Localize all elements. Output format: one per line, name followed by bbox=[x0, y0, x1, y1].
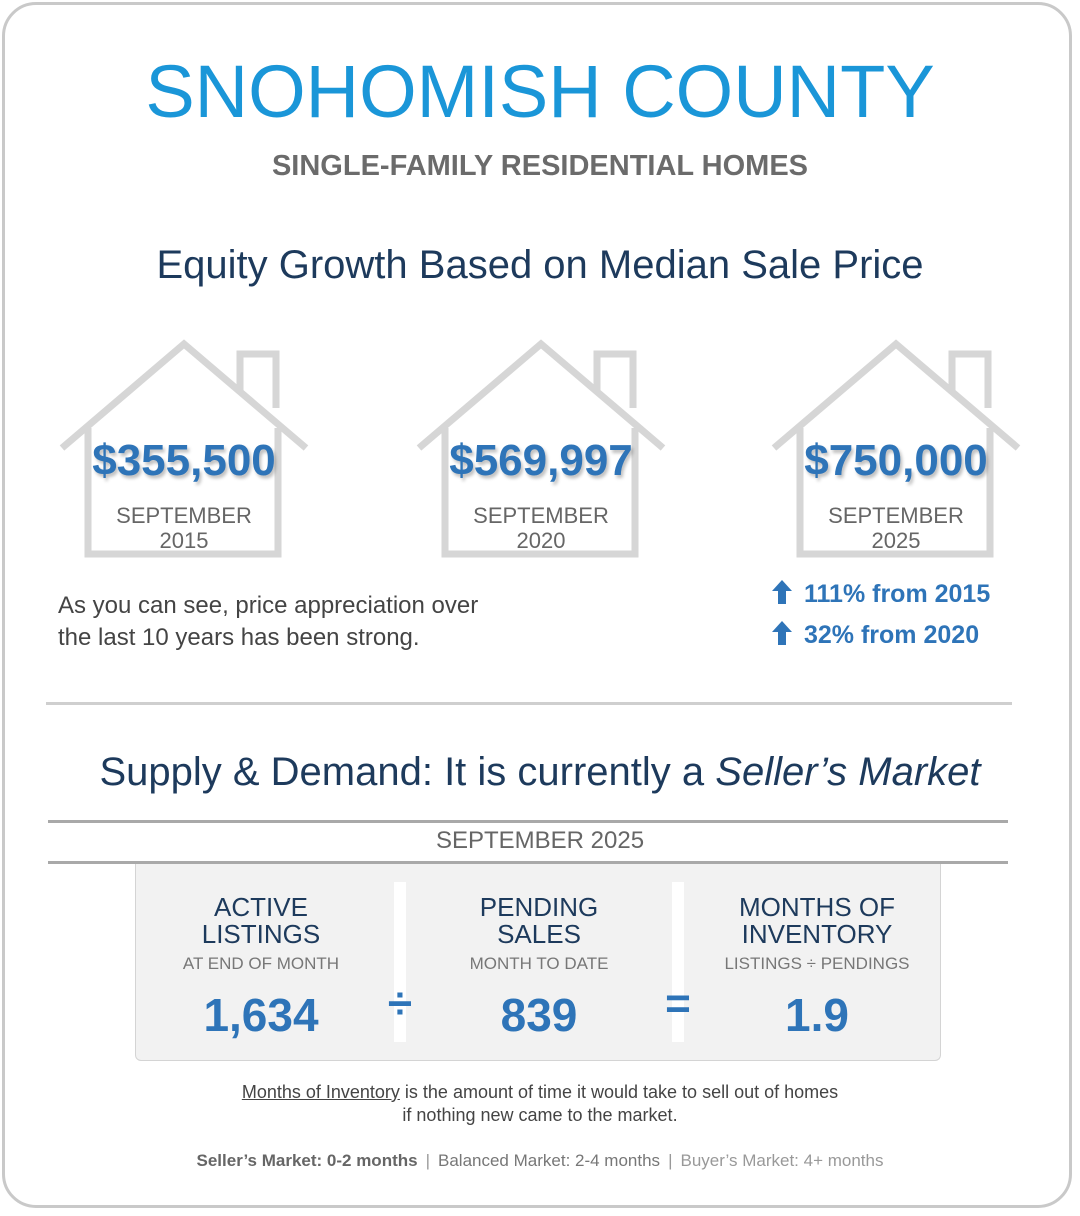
appreciation-note-line1: As you can see, price appreciation over bbox=[58, 592, 479, 619]
house-card-2020 bbox=[411, 338, 671, 568]
price-month: SEPTEMBER bbox=[828, 503, 964, 528]
stat-value: 1.9 bbox=[785, 989, 849, 1041]
balanced-market-range: Balanced Market: 2-4 months bbox=[438, 1151, 661, 1170]
price-value: $569,997 bbox=[449, 436, 633, 485]
definition-line1 bbox=[0, 1081, 1080, 1104]
period-label: SEPTEMBER 2025 bbox=[435, 827, 645, 854]
page-subtitle: SINGLE-FAMILY RESIDENTIAL HOMES bbox=[271, 150, 809, 182]
stat-months-of-inventory bbox=[697, 894, 937, 1042]
price-value: $750,000 bbox=[804, 436, 988, 485]
months-of-inventory-definition bbox=[0, 1081, 1080, 1127]
stat-subheading: MONTH TO DATE bbox=[469, 954, 609, 973]
growth-item-2015 bbox=[772, 580, 1032, 611]
price-date bbox=[411, 503, 671, 553]
supply-heading bbox=[0, 750, 1080, 795]
appreciation-note bbox=[58, 590, 578, 654]
price-date bbox=[54, 503, 314, 553]
stat-heading-line2: LISTINGS bbox=[201, 919, 321, 949]
supply-heading-prefix: Supply & Demand: It is currently a bbox=[99, 750, 716, 794]
buyers-market-range: Buyer’s Market: 4+ months bbox=[680, 1151, 884, 1170]
inventory-panel bbox=[135, 864, 941, 1061]
price-value: $355,500 bbox=[92, 436, 276, 485]
stat-heading-line1: MONTHS OF bbox=[739, 892, 895, 922]
stat-pending-sales bbox=[419, 894, 659, 1042]
supply-heading-emphasis: Seller’s Market bbox=[715, 750, 981, 794]
scale-separator: | bbox=[668, 1151, 673, 1170]
definition-term: Months of Inventory bbox=[241, 1082, 400, 1102]
scale-separator: | bbox=[425, 1151, 430, 1170]
price-year: 2015 bbox=[159, 528, 209, 553]
market-scale bbox=[0, 1151, 1080, 1171]
appreciation-note-line2: the last 10 years has been strong. bbox=[58, 624, 420, 651]
section-divider bbox=[46, 702, 1012, 705]
growth-text: 111% from 2015 bbox=[804, 580, 991, 608]
price-month: SEPTEMBER bbox=[473, 503, 609, 528]
page-title: SNOHOMISH COUNTY bbox=[145, 50, 935, 133]
price-date bbox=[766, 503, 1026, 553]
growth-item-2020 bbox=[772, 621, 1032, 652]
definition-line2: if nothing new came to the market. bbox=[402, 1105, 678, 1125]
equity-heading: Equity Growth Based on Median Sale Price bbox=[156, 243, 924, 287]
stat-heading-line1: PENDING bbox=[479, 892, 599, 922]
stat-heading-line2: SALES bbox=[497, 919, 581, 949]
equals-symbol: = bbox=[665, 979, 691, 1028]
definition-rest: is the amount of time it would take to sell out of homes bbox=[399, 1082, 839, 1102]
house-card-2015 bbox=[54, 338, 314, 568]
price-year: 2020 bbox=[516, 528, 566, 553]
growth-text: 32% from 2020 bbox=[804, 621, 980, 649]
stat-subheading: AT END OF MONTH bbox=[182, 954, 340, 973]
stat-heading-line1: ACTIVE bbox=[214, 892, 308, 922]
stat-value: 1,634 bbox=[203, 989, 319, 1041]
stat-heading-line2: INVENTORY bbox=[741, 919, 893, 949]
sellers-market-range: Seller’s Market: 0-2 months bbox=[196, 1151, 418, 1170]
stat-subheading: LISTINGS ÷ PENDINGS bbox=[724, 954, 910, 973]
house-card-2025 bbox=[766, 338, 1026, 568]
divide-symbol: ÷ bbox=[387, 979, 413, 1028]
price-year: 2025 bbox=[871, 528, 921, 553]
stat-value: 839 bbox=[500, 989, 578, 1041]
up-arrow-icon bbox=[772, 580, 792, 611]
price-month: SEPTEMBER bbox=[116, 503, 252, 528]
up-arrow-icon bbox=[772, 621, 792, 652]
period-rule-top bbox=[48, 820, 1008, 823]
stat-active-listings bbox=[141, 894, 381, 1042]
